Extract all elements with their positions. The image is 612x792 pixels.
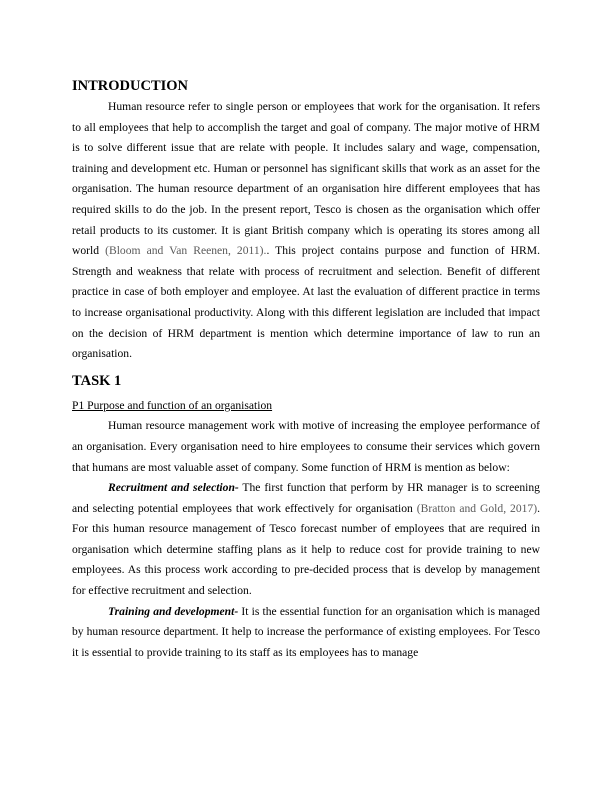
introduction-text-part1: Human resource refer to single person or employees that work for the organisation. It refers to all employees that help to accomplish the target and goal of company. The major motive of HRM is to solve different issue that are relate with people. It includes salary and wage, compensation, training and development etc. Human or personnel has significant skills that work as an asset for the organisation. The human resource department of an organisation hire different employees that has required skills to do the job. In the present report, Tesco is chosen as the organisation which offer retail products to its customer. It is giant British company which is operating its stores among all world [72,100,540,258]
task1-heading: TASK 1 [72,372,122,389]
training-text: It is the essential function for an organisation which is managed by human resource department. It help to increase the performance of existing employees. For Tesco it is essential to provide training to its staff as its employees has to manage [72,604,540,659]
introduction-paragraph [72,97,540,365]
page-content [72,77,540,663]
training-paragraph [72,602,540,664]
task1-subheading: P1 Purpose and function of an organisation [72,398,273,412]
introduction-heading: INTRODUCTION [72,78,189,94]
training-term: Training and development- [108,604,239,618]
citation-bratton: (Bratton and Gold, 2017) [416,501,538,515]
hrm-intro-paragraph: Human resource management work with motive of increasing the employee performance of an organisation. Every organisation need to hire employees to consume their services which govern that humans are most valuable asset of company. Some function of HRM is mention as below: [72,419,540,474]
recruitment-paragraph [72,478,540,602]
recruitment-text-part2: . For this human resource management of Tesco forecast number of employees that are required in organisation which determine staffing plans as it help to reduce cost for provide training to new employees. As this process work according to pre-decided process that is develop by management for effective recruitment and selection. [72,501,540,598]
recruitment-text-part1: The first function that perform by HR manager is to screening and selecting potential employees that work effectively for organisation [72,481,540,515]
citation-bloom: (Bloom and Van Reenen, 2011). [105,244,267,258]
recruitment-term: Recruitment and selection- [108,481,239,495]
introduction-text-part2: . This project contains purpose and function of HRM. Strength and weakness that relate with process of recruitment and selection. Benefit of different practice in case of both employer and employee. At last the evaluation of different practice in terms to increase organisational productivity. Along with this different legislation are included that impact on the decision of HRM department is mention which determine importance of law to run an organisation. [72,244,540,361]
